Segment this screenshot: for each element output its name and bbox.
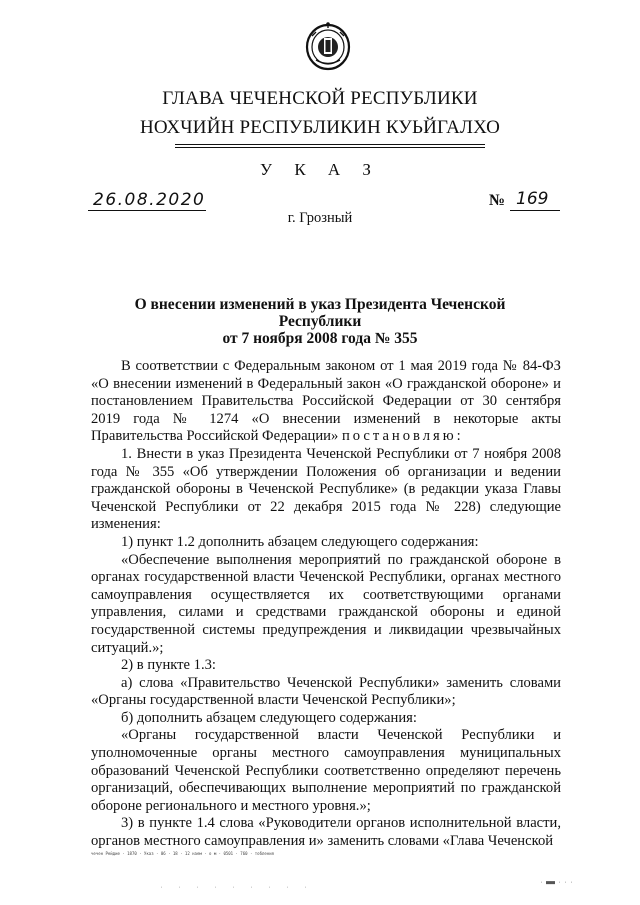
document-number: 169: [516, 189, 549, 209]
paragraph-subitem-2a: а) слова «Правительство Чеченской Республики» заменить словами «Органы государственной власти Чеченской Республики»;: [91, 674, 561, 709]
title-line-2: от 7 ноября 2008 года № 355: [222, 330, 418, 347]
paragraph-subitem-2: 2) в пункте 1.3:: [121, 657, 216, 674]
document-type: У К А З: [260, 160, 380, 179]
paragraph-subitem-3: 3) в пункте 1.4 слова «Руководители органов исполнительной власти, органов местного самоуправления и» заменить словами «Глава Чеченской: [91, 815, 561, 850]
footer-print-code: чечен Рейдие · 1870 · Указ · 06 · 18 · 12 наем · о м · 0501 · 760 · тобления: [91, 851, 275, 856]
paragraph-subitem-1: 1) пункт 1.2 дополнить абзацем следующего содержания:: [121, 533, 479, 550]
document-city: г. Грозный: [287, 210, 353, 226]
document-title: [100, 296, 540, 347]
header-title-chechen: НОХЧИЙН РЕСПУБЛИКИН КУЬЙГАЛХО: [139, 117, 501, 138]
footer-scan-marks: · · · · · · · · ·: [160, 885, 314, 891]
paragraph-subitem-2b: б) дополнить абзацем следующего содержания:: [121, 709, 417, 726]
header-divider-bottom: [175, 147, 485, 148]
document-date: 26.08.2020: [93, 190, 206, 210]
coat-of-arms-emblem: [304, 20, 352, 72]
decree-word: постановляю:: [341, 428, 464, 445]
title-line-1: О внесении изменений в указ Президента Чеченской Республики: [134, 296, 506, 330]
preamble-text: В соответствии с Федеральным законом от 1 мая 2019 года № 84-ФЗ «О внесении изменений в Федеральный закон «О гражданской обороне» и постановлением Правительства Российской Федерации от 30 сентября 2019 года № 1274 «О внесении изменений в некоторые акты Правительства Российской Федерации»: [91, 358, 561, 445]
footer-scan-marks-right: · ■■■ · · ·: [540, 880, 574, 886]
document-body: [91, 358, 561, 851]
paragraph-quote-1: «Обеспечение выполнения мероприятий по гражданской обороне в органах государственной власти Чеченской Республики, органах местного самоуправления осуществляется их соответствующими органами управления, силами и средствами гражданской обороны и единой государственной системы предупреждения и ликвидации чрезвычайных ситуаций.»;: [91, 551, 561, 656]
paragraph-quote-2: «Органы государственной власти Чеченской Республики и уполномоченные органы местного самоуправления муниципальных образований Чеченской Республики соответственно определяют перечень организаций, обеспечивающих выполнение мероприятий по гражданской обороне регионального и местного уровня.»;: [91, 727, 561, 814]
paragraph-preamble: [91, 358, 561, 446]
header-divider-top: [175, 144, 485, 145]
paragraph-item-1: 1. Внести в указ Президента Чеченской Республики от 7 ноября 2008 года № 355 «Об утверждении Положения об организации и ведении гражданской обороны в Чеченской Республике» (в редакции указа Главы Чеченской Республики от 22 декабря 2015 года № 228) следующие изменения:: [91, 445, 561, 533]
number-sign: №: [489, 192, 506, 209]
header-title-russian: ГЛАВА ЧЕЧЕНСКОЙ РЕСПУБЛИКИ: [162, 88, 478, 109]
